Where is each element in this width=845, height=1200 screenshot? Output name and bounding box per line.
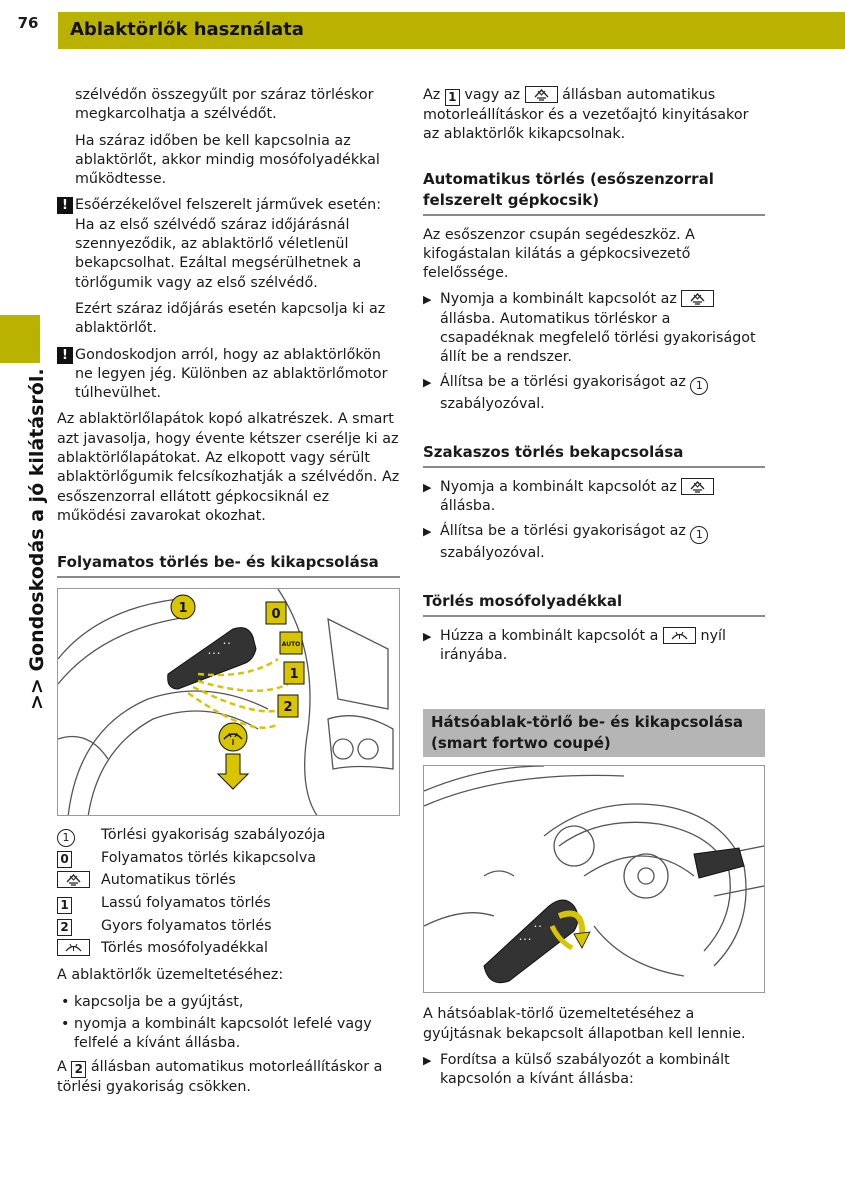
section-title: Automatikus törlés (esőszenzorral felszerelt gépkocsik) bbox=[423, 169, 765, 216]
paragraph bbox=[57, 1058, 400, 1097]
legend-row bbox=[57, 915, 400, 938]
legend-text: Lassú folyamatos törlés bbox=[101, 894, 271, 911]
text-fragment: vagy az bbox=[464, 87, 520, 103]
warning-text: Esőérzékelővel felszerelt járművek esetén: Ha az első szélvédő száraz időjárásnál szennyeződik, az ablaktörlő véletlenül bekapcsolhat. Ezáltal megsérülhetnek a törlőgumik vagy az első szélvédő. bbox=[75, 197, 382, 291]
callout-label: 1 bbox=[178, 601, 188, 617]
text-fragment: Állítsa be a törlési gyakoriságot az bbox=[440, 373, 686, 390]
legend-key-box: 1 bbox=[57, 897, 72, 914]
text-fragment: szabályozóval. bbox=[440, 544, 545, 561]
step-item bbox=[423, 290, 765, 367]
text-fragment: Állítsa be a törlési gyakoriságot az bbox=[440, 522, 686, 539]
legend-text: Automatikus törlés bbox=[101, 872, 236, 889]
svg-text:• •: • • bbox=[223, 641, 231, 648]
paragraph: Ezért száraz időjárás esetén kapcsolja ki az ablaktörlőt. bbox=[75, 300, 386, 337]
left-column bbox=[57, 86, 400, 1104]
text-fragment: Az bbox=[423, 87, 441, 103]
warning-block bbox=[57, 196, 400, 292]
section-title: Törlés mosófolyadékkal bbox=[423, 591, 765, 617]
washer-icon bbox=[663, 627, 696, 644]
text-fragment: szabályozóval. bbox=[440, 395, 545, 412]
section-title-highlight: Hátsóablak-törlő be- és kikapcsolása (smart fortwo coupé) bbox=[423, 709, 765, 757]
legend-text: Gyors folyamatos törlés bbox=[101, 917, 272, 934]
down-arrow-icon bbox=[218, 754, 248, 789]
text-fragment: A bbox=[57, 1058, 67, 1075]
legend-row bbox=[57, 870, 400, 893]
auto-wipe-icon bbox=[57, 871, 90, 888]
bullet-item: • nyomja a kombinált kapcsolót lefelé vagy felfelé a kívánt állásba. bbox=[57, 1015, 400, 1054]
regulator-key: 1 bbox=[690, 377, 708, 395]
chapter-tab bbox=[0, 315, 40, 363]
callout-label: 0 bbox=[271, 607, 281, 623]
page-number: 76 bbox=[17, 14, 39, 32]
position-key: 1 bbox=[445, 89, 460, 106]
regulator-key: 1 bbox=[690, 526, 708, 544]
bullet-item: • kapcsolja be a gyújtást, bbox=[57, 993, 400, 1012]
legend-row bbox=[57, 892, 400, 915]
right-column bbox=[423, 86, 765, 1095]
legend-text: Törlési gyakoriság szabályozója bbox=[101, 826, 326, 843]
text-fragment: Nyomja a kombinált kapcsolót az bbox=[440, 291, 677, 308]
warning-text: Gondoskodjon arról, hogy az ablaktörlőkön ne legyen jég. Különben az ablaktörlőmotor túlhevülhet. bbox=[75, 346, 388, 402]
section-title: Folyamatos törlés be- és kikapcsolása bbox=[57, 552, 400, 578]
wiper-stalk-figure bbox=[57, 588, 400, 816]
page-title: Ablaktörlők használata bbox=[70, 19, 304, 40]
wiper-stalk-illustration bbox=[58, 589, 400, 816]
text-fragment: állásba. bbox=[440, 498, 496, 515]
text-fragment: állásban automatikus motorleállításkor a törlési gyakoriság csökken. bbox=[57, 1058, 383, 1095]
legend-row bbox=[57, 847, 400, 870]
text-fragment: állásban automatikus motorleállításkor és a vezetőajtó kinyitásakor az ablaktörlők kikapcsolnak. bbox=[423, 87, 749, 143]
step-item bbox=[423, 373, 765, 414]
auto-wipe-icon bbox=[681, 290, 714, 307]
callout-label: AUTO bbox=[281, 641, 301, 649]
paragraph bbox=[423, 86, 765, 145]
step-item bbox=[423, 478, 765, 517]
washer-callout-icon bbox=[219, 723, 247, 751]
paragraph: A ablaktörlők üzemeltetéséhez: bbox=[57, 967, 284, 984]
step-item bbox=[423, 627, 765, 666]
text-fragment: Nyomja a kombinált kapcsolót az bbox=[440, 478, 677, 495]
warning-block bbox=[57, 346, 400, 404]
washer-icon bbox=[57, 939, 90, 956]
paragraph: Ha száraz időben be kell kapcsolnia az ablaktörlőt, akkor mindig mosófolyadékkal működtesse. bbox=[75, 132, 380, 188]
svg-text:• • •: • • • bbox=[519, 937, 532, 944]
legend-key-box: 2 bbox=[57, 919, 72, 936]
step-item bbox=[423, 522, 765, 563]
paragraph: szélvédőn összegyűlt por száraz törléskor megkarcolhatja a szélvédőt. bbox=[75, 87, 374, 123]
auto-wipe-icon bbox=[525, 86, 558, 103]
step-item: ▶ Fordítsa a külső szabályozót a kombinált kapcsolón a kívánt állásba: bbox=[423, 1051, 765, 1090]
auto-wipe-icon bbox=[681, 478, 714, 495]
svg-text:• •: • • bbox=[534, 924, 542, 931]
warning-icon: ! bbox=[57, 197, 73, 214]
legend-key-box: 0 bbox=[57, 851, 72, 868]
legend-row bbox=[57, 938, 400, 961]
legend-text: Törlés mosófolyadékkal bbox=[101, 940, 269, 957]
figure-legend bbox=[57, 824, 400, 960]
text-fragment: Húzza a kombinált kapcsolót a bbox=[440, 627, 659, 644]
warning-icon: ! bbox=[57, 347, 73, 364]
paragraph: Az esőszenzor csupán segédeszköz. A kifogástalan kilátás a gépkocsivezető felelőssége. bbox=[423, 226, 695, 282]
section-title: Szakaszos törlés bekapcsolása bbox=[423, 442, 765, 468]
page-header bbox=[0, 0, 845, 50]
svg-text:• • •: • • • bbox=[208, 651, 221, 658]
paragraph: A hátsóablak-törlő üzemeltetéséhez a gyújtásnak bekapcsolt állapotban kell lennie. bbox=[423, 1006, 746, 1042]
text-fragment: nyíl irányába. bbox=[440, 627, 726, 664]
callout-label: 2 bbox=[283, 700, 293, 716]
paragraph: Az ablaktörlőlapátok kopó alkatrészek. A smart azt javasolja, hogy évente kétszer cserélje ki az ablaktörlőlapátokat. Az elkopott vagy sérült ablaktörlőgumik felcsíkozhatják a szélvédőn. Az esőszenzorral ellátott gépkocsiknál ez működési zavarokat okozhat. bbox=[57, 411, 400, 524]
legend-row bbox=[57, 824, 400, 847]
legend-text: Folyamatos törlés kikapcsolva bbox=[101, 849, 317, 866]
header-bar bbox=[58, 12, 845, 49]
position-key: 2 bbox=[71, 1061, 86, 1078]
rear-wiper-figure bbox=[423, 765, 765, 993]
chapter-label: >> Gondoskodás a jó kilátásról. bbox=[26, 368, 48, 710]
rear-wiper-illustration bbox=[424, 766, 765, 993]
callout-label: 1 bbox=[289, 667, 299, 683]
text-fragment: állásba. Automatikus törléskor a csapadéknak megfelelő törlési gyakoriságot állít be a rendszer. bbox=[440, 310, 756, 366]
legend-key-circle: 1 bbox=[57, 829, 75, 847]
